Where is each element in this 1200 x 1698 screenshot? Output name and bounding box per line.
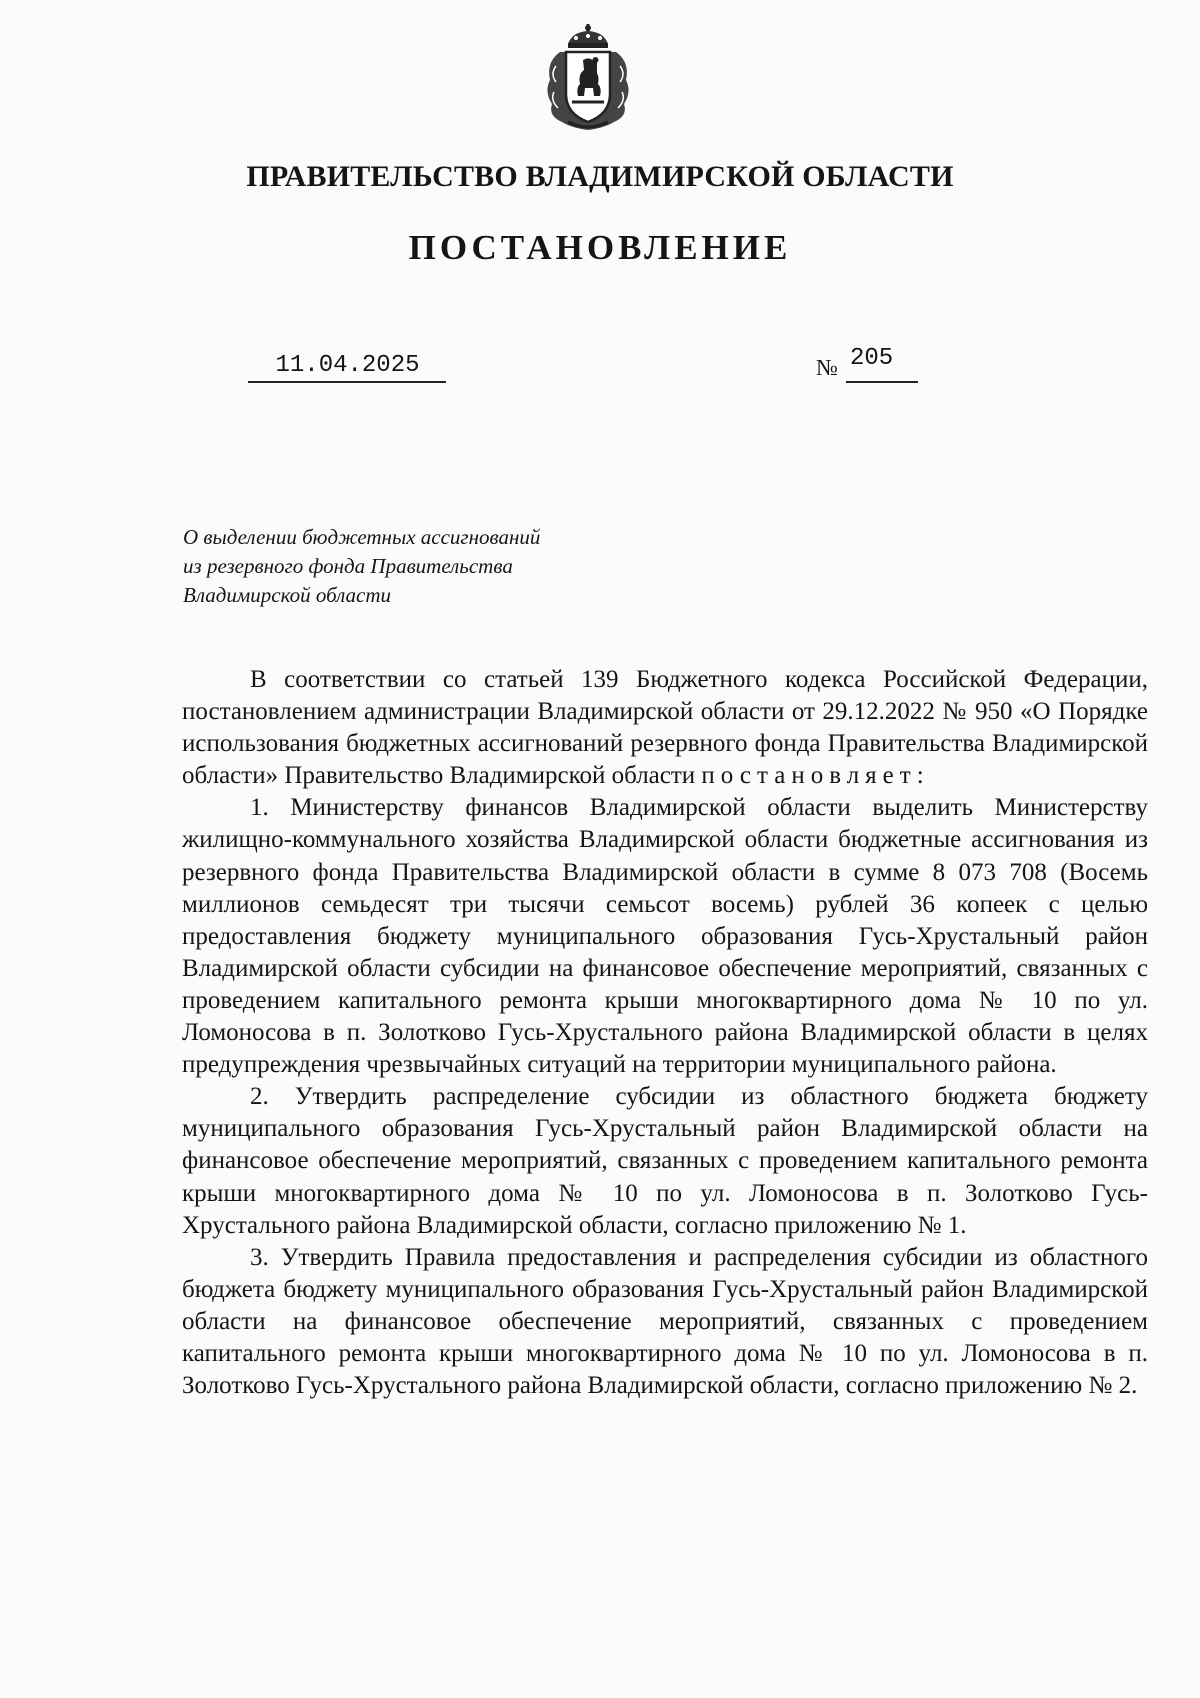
number-sign: № xyxy=(816,355,838,380)
document-date: 11.04.2025 xyxy=(275,352,420,379)
document-subject xyxy=(183,523,663,610)
item-paragraph-3: 3. Утвердить Правила предоставления и распределения субсидии из областного бюджета бюджету муниципального образования Гусь-Хрустальный район Владимирской области на финансовое обеспечение мероприятий, связанных с проведением капитального ремонта крыши многоквартирного дома № 10 по ул. Ломоносова в п. Золотково Гусь-Хрустального района Владимирской области, согласно приложению № 2. xyxy=(182,1243,1148,1400)
preamble-verb: постановляет: xyxy=(701,762,930,790)
number-underline xyxy=(846,381,918,383)
subject-line: из резервного фонда Правительства xyxy=(183,554,513,578)
subject-line: О выделении бюджетных ассигнований xyxy=(183,525,541,549)
item-paragraph-2: 2. Утвердить распределение субсидии из областного бюджета бюджету муниципального образования Гусь-Хрустальный район Владимирской области на финансовое обеспечение мероприятий, связанных с проведением капитального ремонта крыши многоквартирного дома № 10 по ул. Ломоносова в п. Золотково Гусь-Хрустального района Владимирской области, согласно приложению № 1. xyxy=(182,1083,1148,1239)
item-paragraph-1: 1. Министерству финансов Владимирской области выделить Министерству жилищно-коммунального хозяйства Владимирской области бюджетные ассигнования из резервного фонда Правительства Владимирской области в сумме 8 073 708 (Восемь миллионов семьдесят три тысячи семьсот восемь) рублей 36 копеек с целью предоставления бюджету муниципального образования Гусь-Хрустальный район Владимирской области субсидии на финансовое обеспечение мероприятий, связанных с проведением капитального ремонта крыши многоквартирного дома № 10 по ул. Ломоносова в п. Золотково Гусь-Хрустального района Владимирской области в целях предупреждения чрезвычайных ситуаций на территории муниципального района. xyxy=(182,794,1148,1079)
document-number: 205 xyxy=(850,345,894,372)
document-type-title: ПОСТАНОВЛЕНИЕ xyxy=(408,228,792,267)
organization-title: ПРАВИТЕЛЬСТВО ВЛАДИМИРСКОЙ ОБЛАСТИ xyxy=(246,160,954,193)
preamble-paragraph xyxy=(182,664,1148,792)
preamble-text: В соответствии со статьей 139 Бюджетного кодекса Российской Федерации, постановлением администрации Владимирской области от 29.12.2022 № 950 «О Порядке использования бюджетных ассигнований резервного фонда Правительства Владимирской области» Правительство Владимирской области xyxy=(182,666,1148,790)
date-underline xyxy=(248,381,446,383)
subject-line: Владимирской области xyxy=(183,583,392,607)
coat-of-arms-icon xyxy=(538,22,638,134)
document-body xyxy=(182,664,1148,1402)
